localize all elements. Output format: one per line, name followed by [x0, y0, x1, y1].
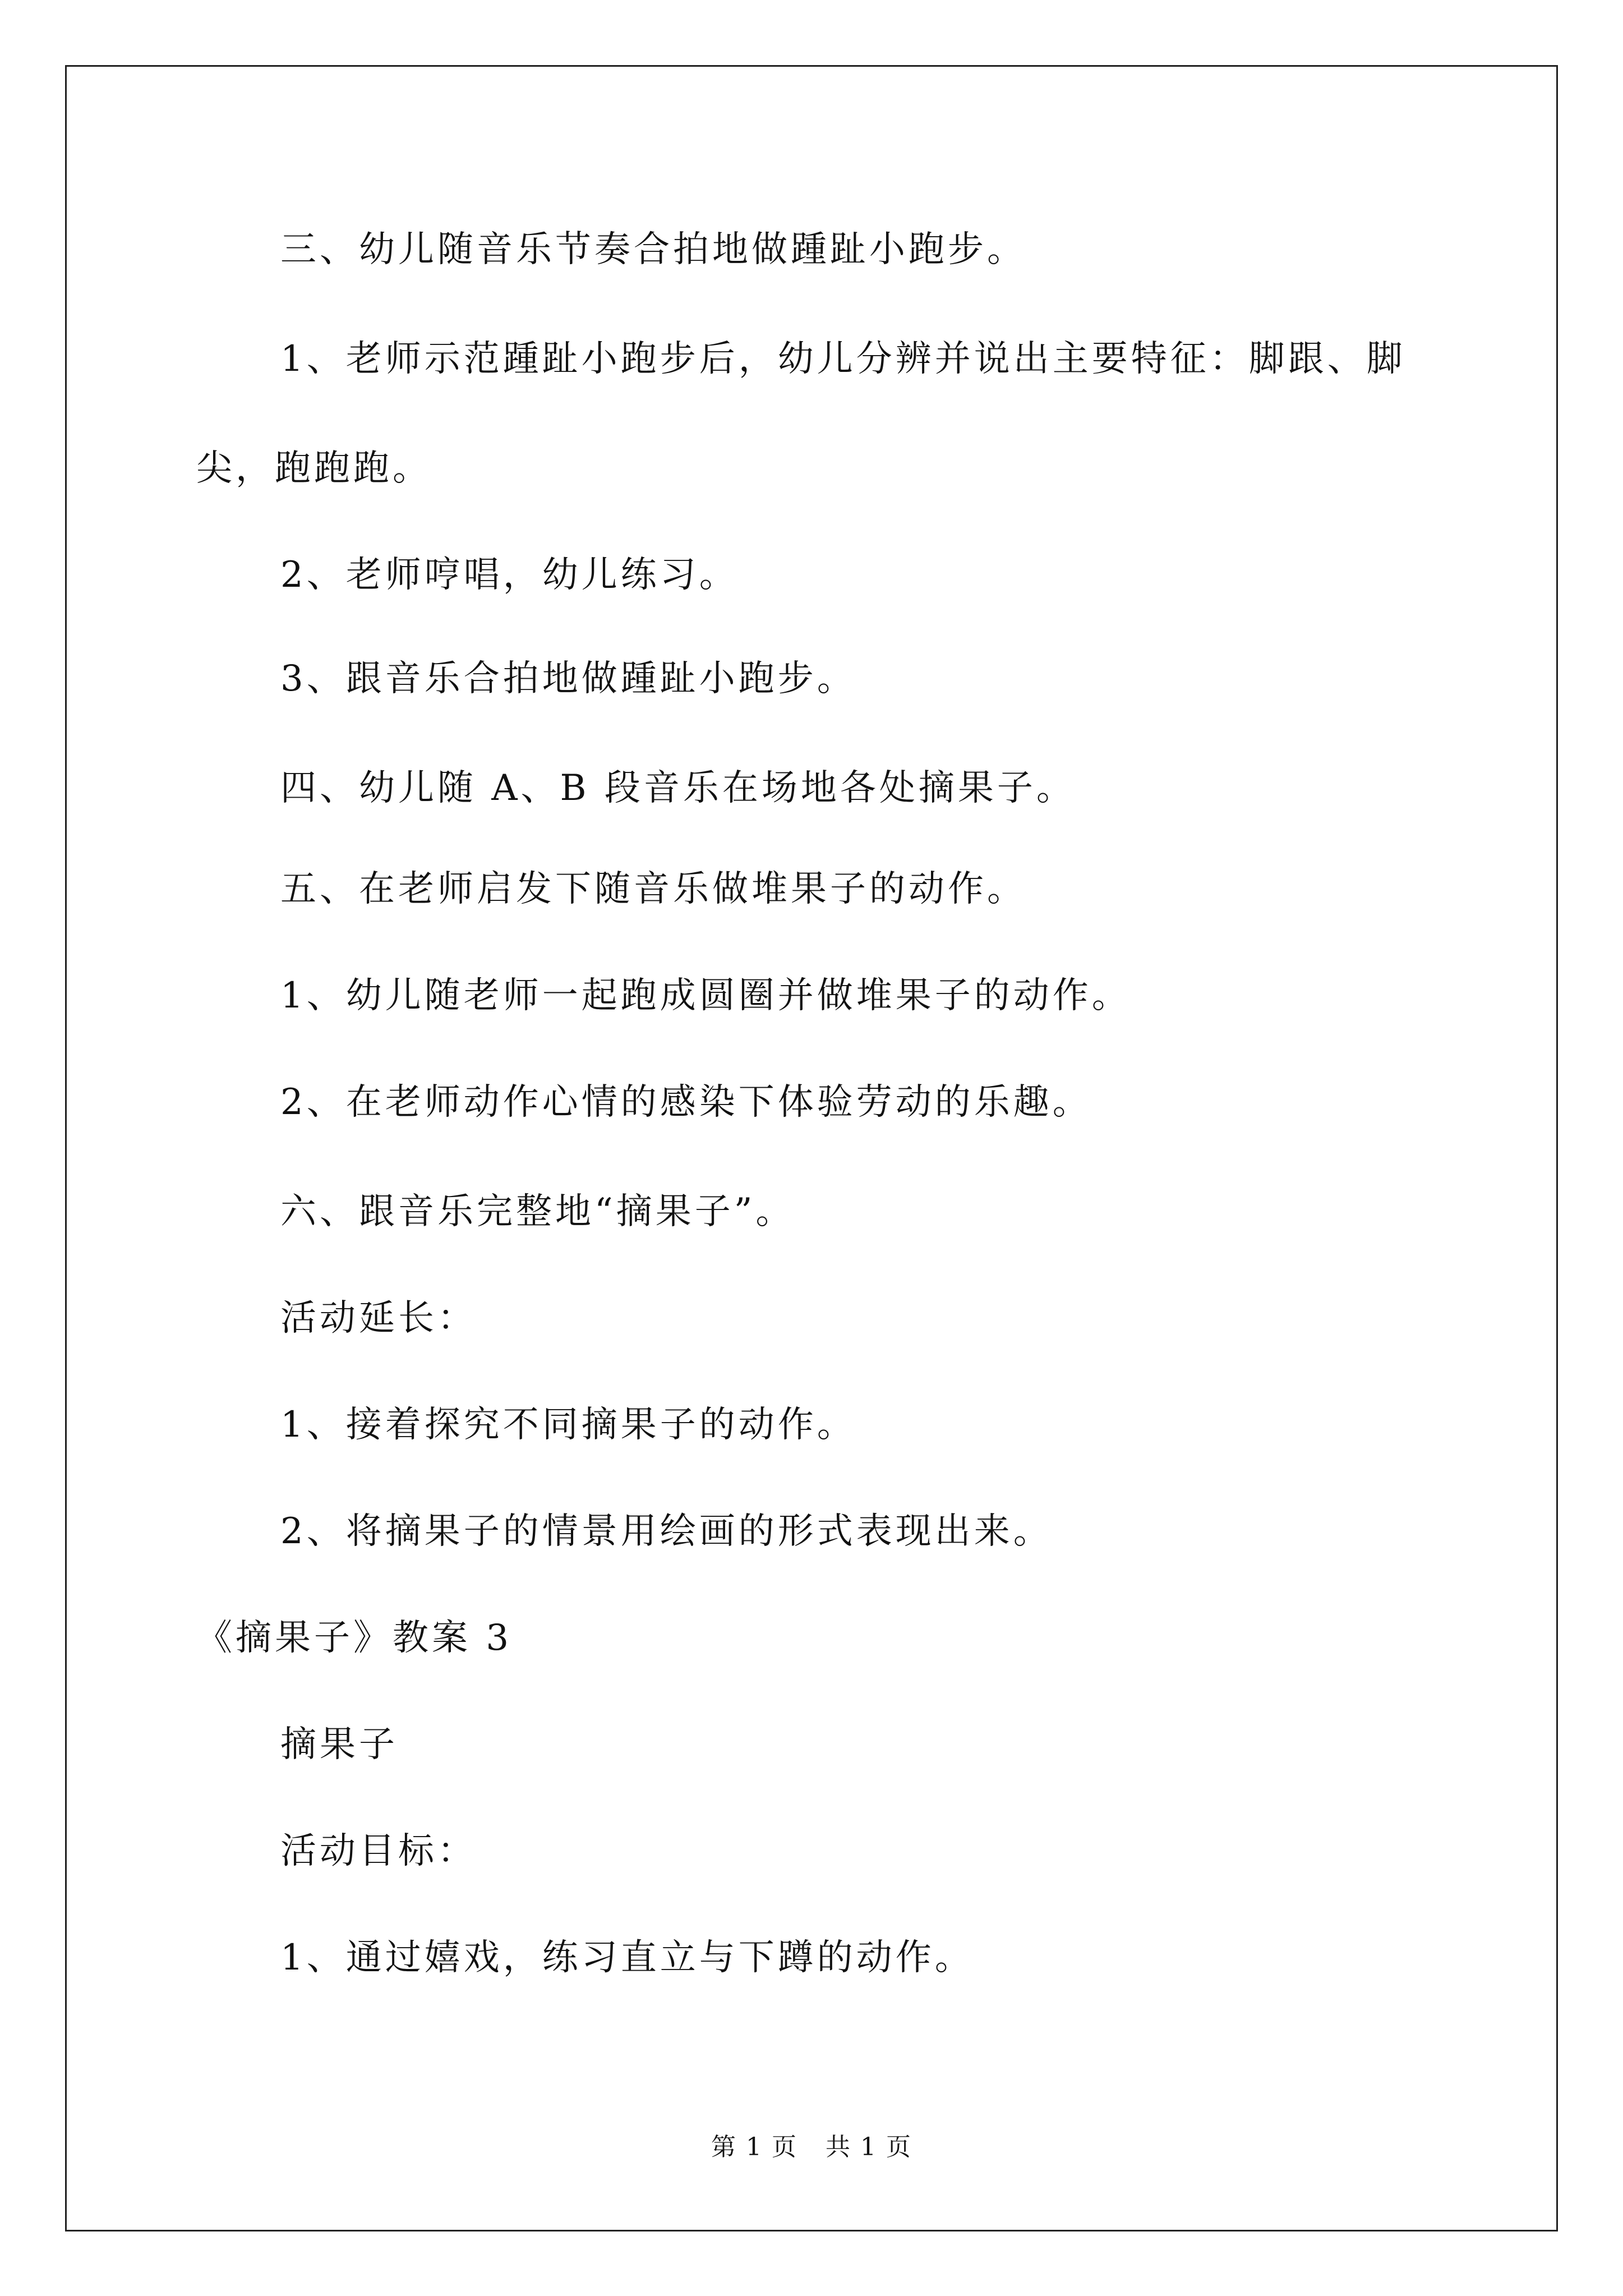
paragraph: 五、在老师启发下随音乐做堆果子的动作。	[280, 868, 1026, 910]
paragraph: 活动目标：	[280, 1830, 477, 1872]
section-heading: 《摘果子》教案 3	[196, 1617, 513, 1659]
page-number: 第 1 页	[711, 2133, 797, 2161]
paragraph: 2、将摘果子的情景用绘画的形式表现出来。	[280, 1511, 1053, 1552]
paragraph: 1、幼儿随老师一起跑成圆圈并做堆果子的动作。	[280, 975, 1131, 1016]
paragraph: 2、在老师动作心情的感染下体验劳动的乐趣。	[280, 1082, 1092, 1123]
paragraph: 2、老师哼唱，幼儿练习。	[280, 554, 739, 596]
paragraph: 3、跟音乐合拍地做踵趾小跑步。	[280, 658, 856, 700]
page-frame	[65, 65, 1558, 2231]
paragraph: 六、跟音乐完整地“摘果子”。	[280, 1191, 795, 1232]
paragraph: 1、接着探究不同摘果子的动作。	[280, 1404, 856, 1446]
paragraph: 1、通过嬉戏，练习直立与下蹲的动作。	[280, 1937, 974, 1978]
paragraph: 四、幼儿随 A、B 段音乐在场地各处摘果子。	[280, 767, 1076, 809]
paragraph: 摘果子	[280, 1724, 398, 1765]
paragraph-continuation: 尖，跑跑跑。	[196, 448, 432, 489]
page-total: 共 1 页	[826, 2133, 912, 2161]
paragraph: 1、老师示范踵趾小跑步后，幼儿分辨并说出主要特征：脚跟、脚	[280, 338, 1406, 380]
paragraph: 活动延长：	[280, 1297, 477, 1339]
paragraph: 三、幼儿随音乐节奏合拍地做踵趾小跑步。	[280, 229, 1026, 270]
page-footer	[0, 2132, 1623, 2163]
